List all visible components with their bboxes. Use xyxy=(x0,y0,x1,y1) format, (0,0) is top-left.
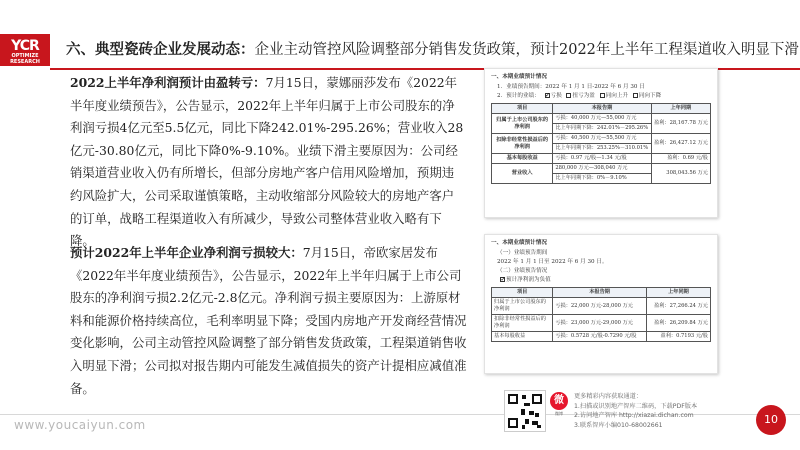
excerpt-heading: 一、本期业绩预计情况 xyxy=(491,74,547,80)
forecast-type-options xyxy=(491,92,711,100)
column-header: 项目 xyxy=(492,288,553,298)
qr-module xyxy=(529,411,534,415)
excerpt-period: 2022 年 1 月 1 日至 2022 年 6 月 30 日。 xyxy=(497,259,608,265)
qr-module xyxy=(522,395,526,399)
table-cell: 亏损：40,000 万元—55,000 万元 xyxy=(553,114,651,124)
paragraph-dioux xyxy=(70,242,470,400)
table-row xyxy=(492,154,711,164)
table-cell: 盈利：26,427.12 万元 xyxy=(651,134,710,154)
announcement-excerpt-monalisa xyxy=(484,68,718,218)
row-label: 扣除非经常性损益后的净利润 xyxy=(492,315,553,332)
checkbox-empty-icon xyxy=(633,93,638,98)
footer-website[interactable]: www.youcaiyun.com xyxy=(14,418,146,432)
table-cell: 盈利：28,167.78 万元 xyxy=(651,114,710,134)
table-row xyxy=(492,164,711,174)
qr-module xyxy=(535,413,539,417)
checkbox-checked-icon xyxy=(500,277,505,282)
column-header: 本报告期 xyxy=(553,288,647,298)
excerpt-subheading: （二）业绩预告情况 xyxy=(497,268,548,274)
slide-title-text: 企业主动管控风险调整部分销售发货政策，预计2022年上半年工程渠道收入明显下滑 xyxy=(254,42,799,58)
table-row xyxy=(492,315,711,332)
column-header: 项目 xyxy=(492,104,553,114)
table-header-row xyxy=(492,104,711,114)
table-cell: 308,043.56 万元 xyxy=(651,164,710,184)
row-label: 归属于上市公司股东的净利润 xyxy=(492,114,553,134)
row-label: 营业收入 xyxy=(492,164,553,184)
excerpt-subheading: （一）业绩预告期间 xyxy=(497,250,548,256)
option-label: 扭亏为盈 xyxy=(572,93,595,99)
contact-line: 1.扫描或识别地产智库二维码，下载PDF版本 xyxy=(574,402,698,410)
logo-subtext: OPTIMIZE RESEARCH xyxy=(10,53,40,65)
paragraph-body: 7月15日，蒙娜丽莎发布《2022年半年度业绩预告》，公告显示，2022年上半年归属于上市公司股东的净利润亏损4亿元至5.5亿元，同比下降242.01%-295.26%；营业收入28亿元-30.80亿元，同比下降0%-9.10%。业绩下滑主要原因为：公司经销渠道营业收入仍有所增长，但部分房地产客户信用风险增加，预期违约风险扩大，公司采取谨慎策略，主动收缩部分风险较大的房地产客户的订单，战略工程渠道收入有所减少，导致公司整体营业收入略有下降。 xyxy=(70,75,464,249)
table-row xyxy=(492,332,711,342)
page-number: 10 xyxy=(756,405,786,435)
table-cell: 盈利：26,209.84 万元 xyxy=(646,315,710,332)
slide-title xyxy=(50,32,800,68)
table-cell: 亏损：40,500 万元—55,500 万元 xyxy=(553,134,651,144)
excerpt-heading: 一、本期业绩预计情况 xyxy=(491,240,547,246)
qr-module xyxy=(525,419,529,424)
weibo-badge xyxy=(548,390,570,432)
option-label: 亏损 xyxy=(550,93,562,99)
slide-title-heading: 六、典型瓷砖企业发展动态： xyxy=(66,42,255,58)
forecast-type-label: 2．预计的业绩： xyxy=(497,93,540,99)
forecast-table xyxy=(491,287,711,342)
qr-code-icon xyxy=(504,390,546,432)
contact-info xyxy=(574,392,697,430)
forecast-table xyxy=(491,103,711,184)
announcement-excerpt-dioux xyxy=(484,234,718,374)
paragraph-lead: 预计2022年上半年企业净利润亏损较大： xyxy=(70,245,303,260)
table-row xyxy=(492,134,711,144)
weibo-icon: 微 xyxy=(550,392,568,410)
qr-corner xyxy=(508,418,518,428)
column-header: 上年同期 xyxy=(651,104,710,114)
row-label: 基本每股收益 xyxy=(492,154,553,164)
table-cell: 亏损：23,000 万元-29,000 万元 xyxy=(553,315,647,332)
table-cell: 比上年同期下降：0%－9.10% xyxy=(553,174,651,184)
table-cell: 盈利：0.69 元/股 xyxy=(651,154,710,164)
qr-corner xyxy=(508,394,518,404)
table-cell: 盈利：0.7193 元/股 xyxy=(646,332,710,342)
table-row xyxy=(492,114,711,124)
paragraph-lead: 2022上半年净利润预计由盈转亏： xyxy=(70,75,266,90)
table-cell: 比上年同期下降：253.25%－310.01% xyxy=(553,144,651,154)
forecast-check xyxy=(491,276,711,284)
option-label: 同向上升 xyxy=(605,93,629,99)
weibo-label: 微博 xyxy=(555,411,563,416)
row-label: 归属于上市公司股东的净利润 xyxy=(492,298,553,315)
row-label: 基本每股收益 xyxy=(492,332,553,342)
paragraph-monalisa xyxy=(70,72,465,253)
column-header: 上年同期 xyxy=(646,288,710,298)
excerpt-period: 1．业绩预告期间：2022 年 1 月 1 日-2022 年 6 月 30 日 xyxy=(497,84,645,90)
qr-module xyxy=(524,403,530,406)
checkbox-empty-icon xyxy=(600,93,605,98)
table-cell: 亏损：0.97 元/股—1.34 元/股 xyxy=(553,154,651,164)
contact-line: 3.联系智库小编010-68002661 xyxy=(574,421,663,429)
table-cell: 亏损：0.5728 元/股-0.7290 元/股 xyxy=(553,332,647,342)
option-label: 同向下降 xyxy=(638,93,662,99)
row-label: 扣除非经常性损益后的净利润 xyxy=(492,134,553,154)
table-cell: 280,000 万元—308,040 万元 xyxy=(553,164,651,174)
table-header-row xyxy=(492,288,711,298)
paragraph-body: 7月15日，帝欧家居发布《2022年半年度业绩预告》，公告显示，2022年上半年归属于上市公司股东的净利润亏损2.2亿元-2.8亿元。净利润亏损主要原因为：上游原材料和能源价格持续高位，毛利率明显下降；受国内房地产开发商经营情况变化影响，公司主动管控风险调整了部分销售发货政策，工程渠道销售收入明显下滑；公司拟对报告期内可能发生减值损失的资产计提相应减值准备。 xyxy=(70,245,467,396)
contact-title: 更多精彩内容获取通道： xyxy=(574,393,643,400)
table-cell: 亏损：22,000 万元-28,000 万元 xyxy=(553,298,647,315)
table-row xyxy=(492,298,711,315)
table-cell: 盈利：27,266.24 万元 xyxy=(646,298,710,315)
qr-corner xyxy=(532,394,542,404)
qr-module xyxy=(521,409,525,415)
logo-text: YCR xyxy=(11,38,39,54)
table-cell: 比上年同期下降：242.01%－295.26% xyxy=(553,124,651,134)
checkbox-empty-icon xyxy=(566,93,571,98)
checkbox-checked-icon xyxy=(545,93,550,98)
qr-module xyxy=(522,425,525,429)
option-label: 预计净利润为负值 xyxy=(506,277,551,283)
column-header: 本报告期 xyxy=(553,104,651,114)
contact-line[interactable]: 2.访问地产智库 http://xiazai.dichan.com xyxy=(574,412,694,420)
company-logo xyxy=(0,34,50,66)
qr-module xyxy=(537,425,541,428)
